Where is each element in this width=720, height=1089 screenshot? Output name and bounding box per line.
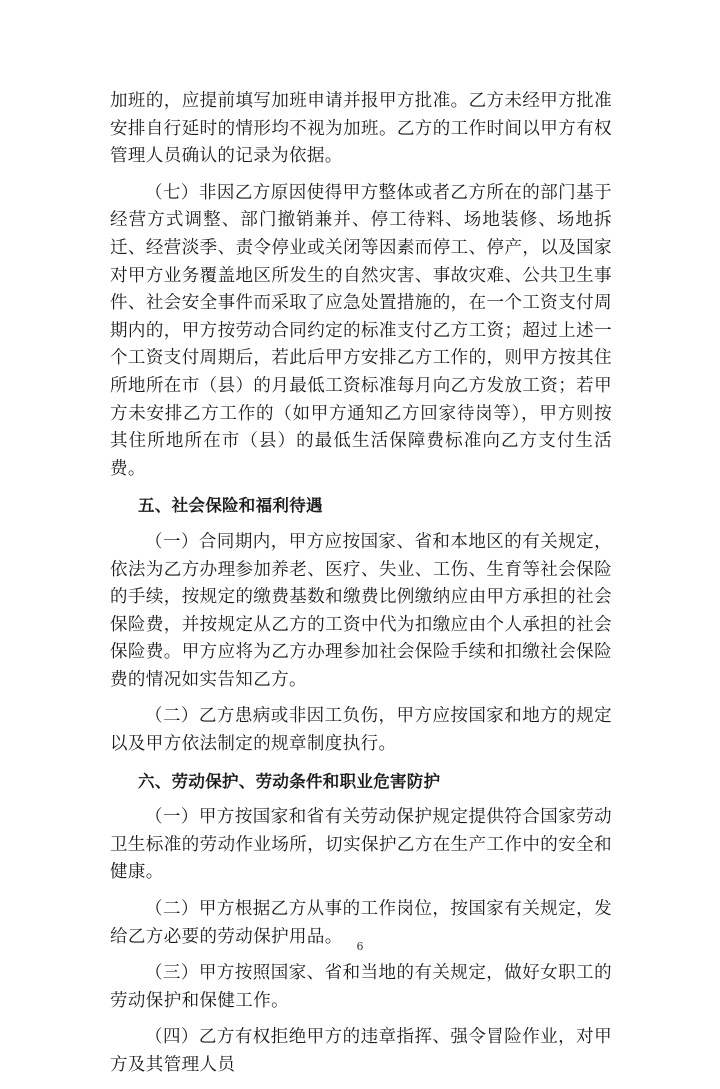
- paragraph-labor-protection-1: （一）甲方按国家和省有关劳动保护规定提供符合国家劳动卫生标准的劳动作业场所，切实保护乙方在生产工作中的安全和健康。: [110, 807, 612, 883]
- paragraph-labor-protection-2: （二）甲方根据乙方从事的工作岗位，按国家有关规定，发给乙方必要的劳动保护用品。: [110, 899, 612, 947]
- paragraph-labor-protection-4: （四）乙方有权拒绝甲方的违章指挥、强令冒险作业，对甲方及其管理人员: [110, 1027, 612, 1075]
- paragraph-social-insurance-1: （一）合同期内，甲方应按国家、省和本地区的有关规定，依法为乙方办理参加养老、医疗、失业、工伤、生育等社会保险的手续，按规定的缴费基数和缴费比例缴纳应由甲方承担的社会保险费，并按规定从乙方的工资中代为扣缴应由个人承担的社会保险费。甲方应将为乙方办理参加社会保险手续和扣缴社会保险费的情况如实告知乙方。: [110, 531, 612, 690]
- paragraph-clause-7-work-stoppage: （七）非因乙方原因使得甲方整体或者乙方所在的部门基于经营方式调整、部门撤销兼并、停工待料、场地装修、场地拆迁、经营淡季、责令停业或关闭等因素而停工、停产，以及国家对甲方业务覆盖地区所发生的自然灾害、事故灾难、公共卫生事件、社会安全事件而采取了应急处置措施的，在一个工资支付周期内的，甲方按劳动合同约定的标准支付乙方工资；超过上述一个工资支付周期后，若此后甲方安排乙方工作的，则甲方按其住所地所在市（县）的月最低工资标准每月向乙方发放工资；若甲方未安排乙方工作的（如甲方通知乙方回家待岗等），甲方则按其住所地所在市（县）的最低生活保障费标准向乙方支付生活费。: [110, 182, 612, 479]
- section-heading-social-insurance: 五、社会保险和福利待遇: [138, 496, 323, 516]
- document-page: [110, 88, 612, 1089]
- paragraph-social-insurance-2: （二）乙方患病或非因工负伤，甲方应按国家和地方的规定以及甲方依法制定的规章制度执行。: [110, 706, 612, 755]
- paragraph-labor-protection-3: （三）甲方按照国家、省和当地的有关规定，做好女职工的劳动保护和保健工作。: [110, 963, 612, 1011]
- section-heading-labor-protection: 六、劳动保护、劳动条件和职业危害防护: [138, 771, 441, 791]
- page-number: 6: [356, 940, 364, 953]
- paragraph-overtime-record: 加班的，应提前填写加班申请并报甲方批准。乙方未经甲方批准安排自行延时的情形均不视为加班。乙方的工作时间以甲方有权管理人员确认的记录为依据。: [110, 91, 612, 167]
